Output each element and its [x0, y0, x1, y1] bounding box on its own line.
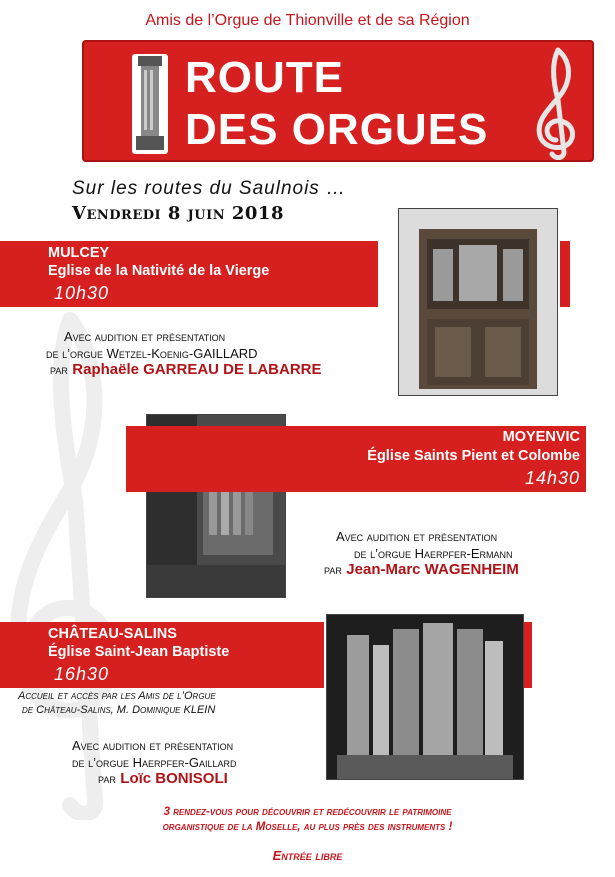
event-3-note-line1: Accueil et accès par les Amis de l’Orgue — [18, 690, 216, 702]
footer-line1: 3 rendez-vous pour découvrir et redécouvrir le patrimoine — [163, 806, 452, 818]
event-2-desc-line2: de l’orgue Haerpfer-Ermann — [354, 546, 513, 561]
organ-pipe-icon — [132, 54, 168, 154]
banner-title-line2: DES ORGUES — [185, 105, 489, 154]
event-1-desc-line2: de l’orgue Wetzel-Koenig-GAILLARD — [46, 346, 258, 361]
event-2-time: 14h30 — [524, 468, 580, 488]
event-2-performer: Jean-Marc WAGENHEIM — [346, 561, 519, 578]
event-2-stripe — [126, 426, 146, 492]
event-3-desc-line1: Avec audition et présentation — [72, 738, 234, 753]
event-3-organ-photo — [326, 614, 524, 780]
event-2-church: Église Saints Pient et Colombe — [367, 448, 580, 464]
subtitle: Sur les routes du Saulnois … — [72, 178, 347, 199]
event-3-by: par — [98, 771, 116, 786]
event-1-town: MULCEY — [48, 245, 110, 261]
event-date: Vendredi 8 juin 2018 — [72, 203, 284, 224]
footer-line2: organistique de la Moselle, au plus près des instruments ! — [162, 821, 453, 833]
event-1-by: par — [50, 362, 68, 377]
treble-clef-icon — [528, 44, 584, 160]
event-3-performer-line — [98, 770, 228, 788]
event-1-time: 10h30 — [54, 283, 110, 303]
event-2-performer-line — [324, 561, 519, 579]
event-2-desc-line1: Avec audition et présentation — [336, 529, 498, 544]
event-1-desc-line1: Avec audition et présentation — [64, 329, 226, 344]
event-3-church: Église Saint-Jean Baptiste — [48, 644, 230, 660]
organizer-name: Amis de l’Orgue de Thionville et de sa Région — [145, 12, 470, 29]
event-3-desc-line2: de l’orgue Haerpfer-Gaillard — [72, 755, 237, 770]
event-2-by: par — [324, 562, 342, 577]
event-3-time: 16h30 — [54, 664, 110, 684]
event-3-note-line2: de Château-Salins, M. Dominique KLEIN — [22, 704, 216, 716]
event-3-performer: Loïc BONISOLI — [120, 770, 228, 787]
entry-free: Entrée libre — [272, 848, 343, 863]
event-3-town: CHÂTEAU-SALINS — [48, 626, 177, 642]
event-1-church: Eglise de la Nativité de la Vierge — [48, 263, 270, 279]
event-1-stripe — [560, 241, 570, 307]
banner-title-line1: ROUTE — [185, 53, 344, 102]
event-2-town: MOYENVIC — [502, 429, 580, 445]
event-1-performer: Raphaële GARREAU DE LABARRE — [72, 361, 322, 378]
event-1-performer-line — [50, 361, 322, 379]
event-1-organ-photo — [398, 208, 558, 396]
